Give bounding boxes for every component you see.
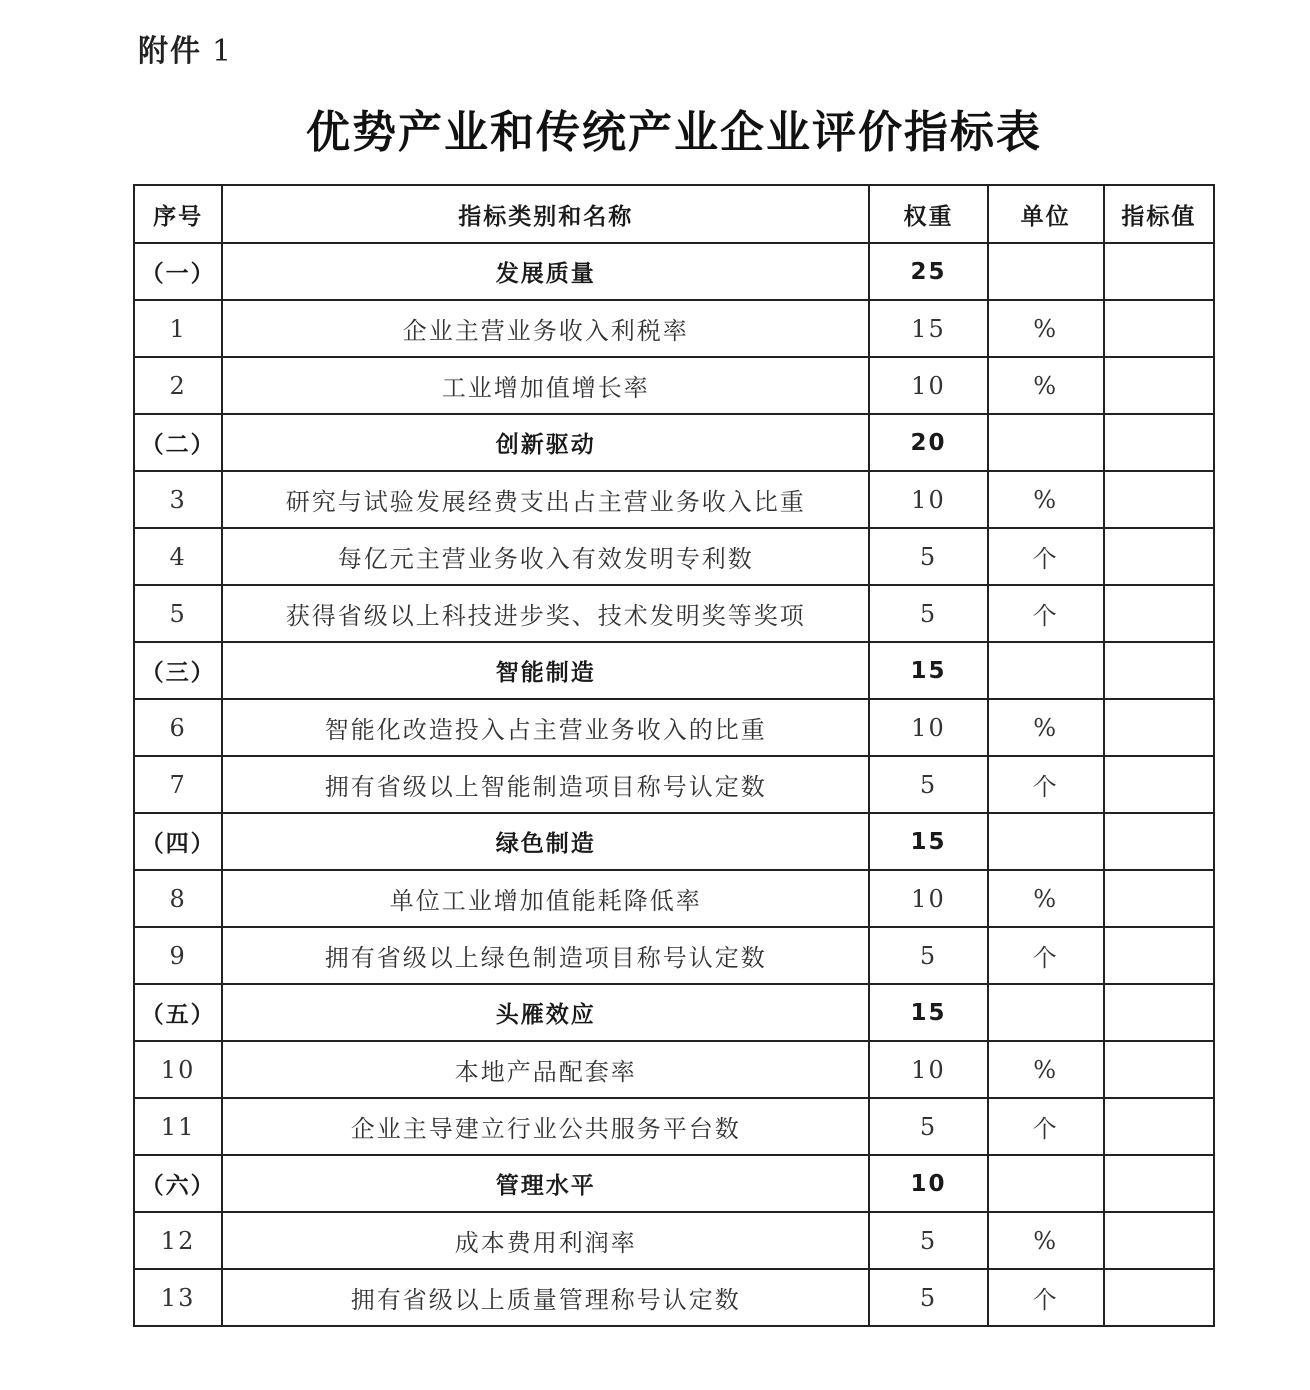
cell-seq: （六） (134, 1155, 222, 1212)
cell-value (1104, 1041, 1214, 1098)
cell-name: 智能化改造投入占主营业务收入的比重 (222, 699, 869, 756)
cell-value (1104, 870, 1214, 927)
category-row (134, 414, 1214, 471)
category-row (134, 642, 1214, 699)
cell-value (1104, 927, 1214, 984)
cell-seq: 12 (134, 1212, 222, 1269)
cell-unit: % (988, 471, 1104, 528)
cell-unit: % (988, 870, 1104, 927)
cell-unit: 个 (988, 528, 1104, 585)
cell-value (1104, 642, 1214, 699)
cell-weight: 25 (869, 243, 987, 300)
cell-name: 本地产品配套率 (222, 1041, 869, 1098)
cell-value (1104, 984, 1214, 1041)
cell-name: 管理水平 (222, 1155, 869, 1212)
header-unit: 单位 (988, 185, 1104, 243)
category-row (134, 243, 1214, 300)
header-name: 指标类别和名称 (222, 185, 869, 243)
cell-value (1104, 471, 1214, 528)
header-seq: 序号 (134, 185, 222, 243)
cell-seq: 11 (134, 1098, 222, 1155)
cell-value (1104, 1269, 1214, 1326)
cell-weight: 5 (869, 927, 987, 984)
cell-seq: （二） (134, 414, 222, 471)
cell-unit: 个 (988, 1269, 1104, 1326)
cell-weight: 10 (869, 870, 987, 927)
cell-weight: 20 (869, 414, 987, 471)
cell-unit: 个 (988, 756, 1104, 813)
cell-weight: 15 (869, 642, 987, 699)
cell-name: 头雁效应 (222, 984, 869, 1041)
table-row (134, 756, 1214, 813)
cell-seq: 6 (134, 699, 222, 756)
table-row (134, 1212, 1214, 1269)
cell-weight: 10 (869, 699, 987, 756)
cell-unit: 个 (988, 1098, 1104, 1155)
cell-seq: （五） (134, 984, 222, 1041)
header-weight: 权重 (869, 185, 987, 243)
table-row (134, 585, 1214, 642)
cell-name: 工业增加值增长率 (222, 357, 869, 414)
cell-value (1104, 243, 1214, 300)
cell-weight: 10 (869, 471, 987, 528)
cell-seq: （四） (134, 813, 222, 870)
cell-weight: 5 (869, 1212, 987, 1269)
cell-unit (988, 642, 1104, 699)
cell-name: 拥有省级以上智能制造项目称号认定数 (222, 756, 869, 813)
cell-weight: 5 (869, 585, 987, 642)
cell-value (1104, 414, 1214, 471)
cell-name: 创新驱动 (222, 414, 869, 471)
indicator-table (133, 184, 1215, 1327)
cell-value (1104, 1212, 1214, 1269)
table-row (134, 528, 1214, 585)
cell-unit: % (988, 300, 1104, 357)
page-title: 优势产业和传统产业企业评价指标表 (306, 107, 1042, 158)
cell-name: 获得省级以上科技进步奖、技术发明奖等奖项 (222, 585, 869, 642)
table-row (134, 870, 1214, 927)
cell-seq: （三） (134, 642, 222, 699)
cell-seq: 7 (134, 756, 222, 813)
cell-unit: % (988, 699, 1104, 756)
cell-seq: 8 (134, 870, 222, 927)
table-body (134, 243, 1214, 1326)
cell-seq: 1 (134, 300, 222, 357)
cell-seq: 9 (134, 927, 222, 984)
cell-weight: 5 (869, 528, 987, 585)
cell-unit (988, 984, 1104, 1041)
cell-name: 拥有省级以上质量管理称号认定数 (222, 1269, 869, 1326)
cell-name: 研究与试验发展经费支出占主营业务收入比重 (222, 471, 869, 528)
cell-unit: 个 (988, 585, 1104, 642)
cell-unit (988, 1155, 1104, 1212)
table-row (134, 1269, 1214, 1326)
category-row (134, 813, 1214, 870)
cell-weight: 10 (869, 1041, 987, 1098)
cell-name: 智能制造 (222, 642, 869, 699)
cell-value (1104, 300, 1214, 357)
table-header-row (134, 185, 1214, 243)
table-row (134, 357, 1214, 414)
cell-name: 企业主导建立行业公共服务平台数 (222, 1098, 869, 1155)
table-row (134, 471, 1214, 528)
cell-name: 发展质量 (222, 243, 869, 300)
cell-weight: 5 (869, 1098, 987, 1155)
cell-unit (988, 813, 1104, 870)
attachment-label (138, 26, 233, 70)
cell-value (1104, 813, 1214, 870)
cell-value (1104, 1155, 1214, 1212)
cell-name: 拥有省级以上绿色制造项目称号认定数 (222, 927, 869, 984)
cell-name: 成本费用利润率 (222, 1212, 869, 1269)
cell-seq: （一） (134, 243, 222, 300)
cell-unit (988, 243, 1104, 300)
cell-seq: 2 (134, 357, 222, 414)
cell-name: 绿色制造 (222, 813, 869, 870)
cell-weight: 15 (869, 300, 987, 357)
table-row (134, 699, 1214, 756)
cell-unit: % (988, 1212, 1104, 1269)
cell-unit: 个 (988, 927, 1104, 984)
cell-weight: 5 (869, 1269, 987, 1326)
cell-name: 每亿元主营业务收入有效发明专利数 (222, 528, 869, 585)
cell-weight: 15 (869, 984, 987, 1041)
cell-value (1104, 585, 1214, 642)
category-row (134, 984, 1214, 1041)
table-row (134, 300, 1214, 357)
cell-name: 单位工业增加值能耗降低率 (222, 870, 869, 927)
cell-weight: 10 (869, 1155, 987, 1212)
cell-weight: 15 (869, 813, 987, 870)
table-row (134, 1041, 1214, 1098)
cell-value (1104, 1098, 1214, 1155)
attachment-text: 附件 (138, 34, 202, 69)
cell-unit: % (988, 357, 1104, 414)
cell-value (1104, 528, 1214, 585)
cell-seq: 3 (134, 471, 222, 528)
cell-weight: 5 (869, 756, 987, 813)
attachment-number: 1 (212, 34, 234, 69)
cell-value (1104, 756, 1214, 813)
table-row (134, 1098, 1214, 1155)
cell-unit: % (988, 1041, 1104, 1098)
cell-seq: 10 (134, 1041, 222, 1098)
cell-name: 企业主营业务收入利税率 (222, 300, 869, 357)
cell-weight: 10 (869, 357, 987, 414)
cell-value (1104, 699, 1214, 756)
category-row (134, 1155, 1214, 1212)
cell-value (1104, 357, 1214, 414)
cell-seq: 4 (134, 528, 222, 585)
cell-seq: 5 (134, 585, 222, 642)
cell-seq: 13 (134, 1269, 222, 1326)
cell-unit (988, 414, 1104, 471)
table-row (134, 927, 1214, 984)
header-value: 指标值 (1104, 185, 1214, 243)
